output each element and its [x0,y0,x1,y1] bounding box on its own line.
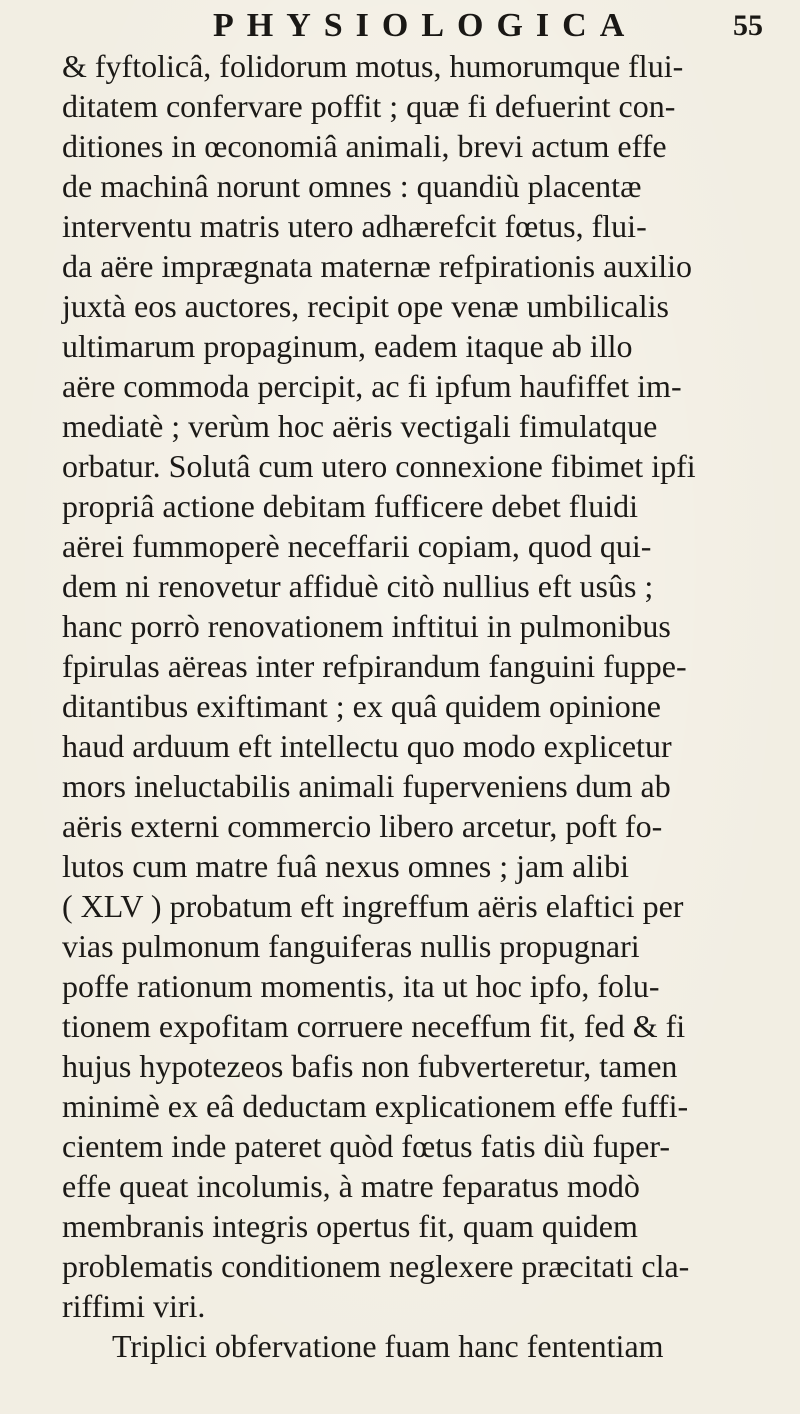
text-line: lutos cum matre fuâ nexus omnes ; jam alibi [62,848,629,884]
text-line: propriâ actione debitam fufficere debet fluidi [62,488,639,524]
text-line: ditatem confervare poffit ; quæ fi defuerint con- [62,88,676,124]
text-line: hujus hypotezeos bafis non fubverteretur, tamen [62,1048,678,1084]
text-line: membranis integris opertus fit, quam quidem [62,1208,638,1244]
text-line: ditiones in œconomiâ animali, brevi actum effe [62,128,667,164]
text-line: juxtà eos auctores, recipit ope venæ umbilicalis [62,288,669,324]
text-line: mediatè ; verùm hoc aëris vectigali fimulatque [62,408,658,444]
text-line: minimè ex eâ deductam explicationem effe fuffi- [62,1088,689,1124]
text-line: vias pulmonum fanguiferas nullis propugnari [62,928,640,964]
text-line: aërei fummoperè neceffarii copiam, quod qui- [62,528,652,564]
text-line: interventu matris utero adhærefcit fœtus, flui- [62,208,647,244]
text-line: aëre commoda percipit, ac fi ipfum haufiffet im- [62,368,682,404]
page-number: 55 [733,9,763,42]
text-line: aëris externi commercio libero arcetur, poft fo- [62,808,663,844]
text-line: hanc porrò renovationem inftitui in pulmonibus [62,608,671,644]
running-title: PHYSIOLOGICA [213,7,638,44]
text-line: tionem expofitam corruere neceffum fit, fed & fi [62,1008,686,1044]
text-line: problematis conditionem neglexere præcitati cla- [62,1248,690,1284]
text-line: dem ni renovetur affiduè citò nullius eft usûs ; [62,568,654,604]
text-line: poffe rationum momentis, ita ut hoc ipfo, folu- [62,968,660,1004]
text-line: orbatur. Solutâ cum utero connexione fibimet ipfi [62,448,696,484]
text-line: effe queat incolumis, à matre feparatus modò [62,1168,640,1204]
text-line: ultimarum propaginum, eadem itaque ab illo [62,328,633,364]
text-line: haud arduum eft intellectu quo modo explicetur [62,728,672,764]
running-head [0,4,800,48]
text-line: ( XLV ) probatum eft ingreffum aëris elaftici per [62,888,684,924]
text-line: ditantibus exiftimant ; ex quâ quidem opinione [62,688,661,724]
text-line: & fyftolicâ, folidorum motus, humorumque flui- [62,48,684,84]
text-line: mors ineluctabilis animali fuperveniens dum ab [62,768,671,804]
text-line: de machinâ norunt omnes : quandiù placentæ [62,168,642,204]
text-line-paragraph-start: Triplici obfervatione fuam hanc fententiam [112,1328,664,1364]
text-line: fpirulas aëreas inter refpirandum fanguini fuppe- [62,648,687,684]
text-line: riffimi viri. [62,1288,206,1324]
text-line: da aëre imprægnata maternæ refpirationis auxilio [62,248,692,284]
text-line: cientem inde pateret quòd fœtus fatis diù fuper- [62,1128,671,1164]
